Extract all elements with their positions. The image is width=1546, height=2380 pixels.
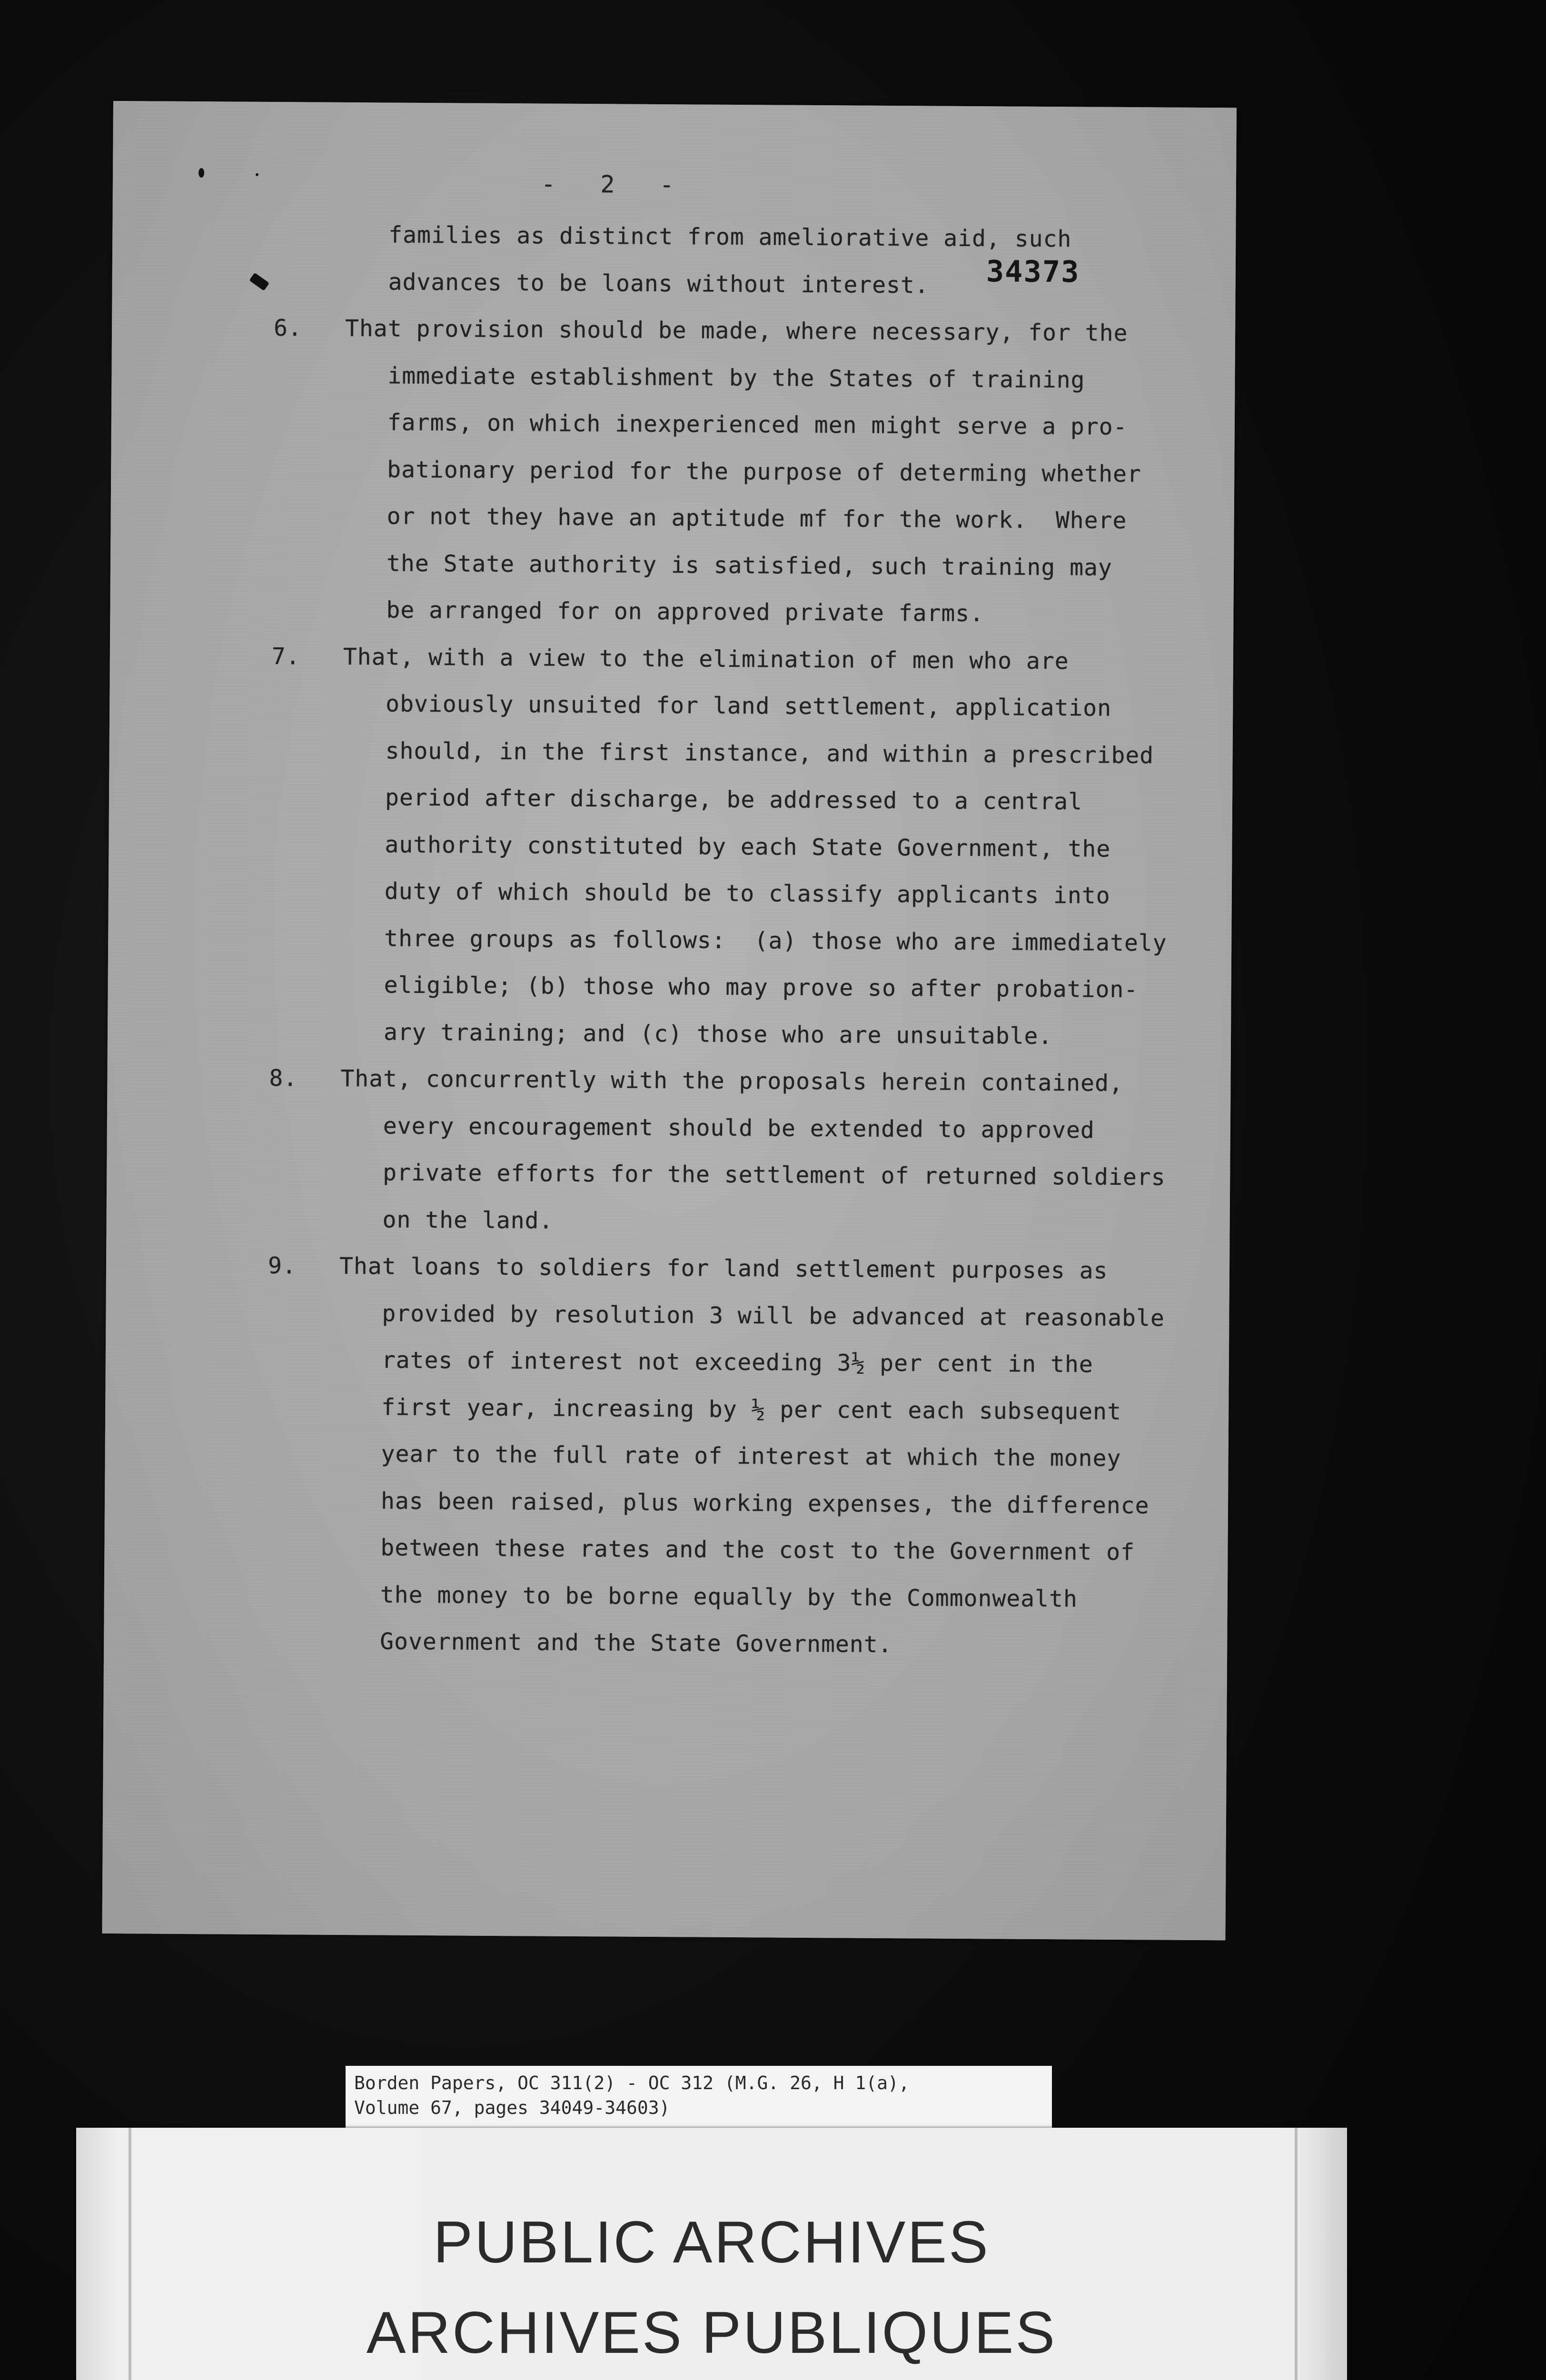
- document-line: immediate establishment by the States of training: [387, 362, 1085, 393]
- document-line: the State authority is satisfied, such training may: [386, 550, 1113, 581]
- document-line: eligible; (b) those who may prove so after probation-: [384, 972, 1139, 1003]
- document-line: on the land.: [382, 1206, 554, 1234]
- document-line: duty of which should be to classify applicants into: [384, 878, 1110, 909]
- document-line: three groups as follows: (a) those who are immediately: [384, 925, 1167, 957]
- archives-title-french: ARCHIVES PUBLIQUES: [366, 2300, 1057, 2366]
- document-line: That provision should be made, where necessary, for the: [345, 315, 1128, 347]
- document-line: between these rates and the cost to the Government of: [380, 1534, 1135, 1566]
- document-line: the money to be borne equally by the Commonwealth: [380, 1581, 1078, 1612]
- document-line: That, concurrently with the proposals herein contained,: [340, 1065, 1124, 1097]
- document-line: provided by resolution 3 will be advanced at reasonable: [382, 1299, 1165, 1332]
- catalog-label-line: Volume 67, pages 34049-34603): [354, 2097, 670, 2118]
- ink-mark: [198, 168, 204, 178]
- catalog-label-line: Borden Papers, OC 311(2) - OC 312 (M.G. 26, H 1(a),: [354, 2073, 910, 2093]
- document-line: should, in the first instance, and within a prescribed: [385, 737, 1154, 769]
- document-line: families as distinct from ameliorative aid, such: [388, 221, 1072, 253]
- page-number: - 2 -: [541, 170, 675, 199]
- document-line: rates of interest not exceeding 3½ per cent in the: [381, 1347, 1093, 1378]
- document-line: farms, on which inexperienced men might serve a pro-: [387, 409, 1128, 441]
- document-line: authority constituted by each State Government, the: [385, 831, 1111, 863]
- document-line: be arranged for on approved private farms.: [386, 596, 984, 627]
- document-line: has been raised, plus working expenses, the difference: [380, 1487, 1150, 1519]
- document-line: or not they have an aptitude mf for the work. Where: [386, 503, 1127, 535]
- item-number: 6.: [273, 315, 303, 342]
- document-line: year to the full rate of interest at which the money: [381, 1440, 1121, 1472]
- archives-card: [76, 2128, 1347, 2380]
- document-line: Government and the State Government.: [380, 1628, 892, 1658]
- stamped-folio-number: 34373: [986, 254, 1080, 289]
- document-line: That, with a view to the elimination of men who are: [343, 643, 1069, 674]
- document-line: advances to be loans without interest.: [388, 268, 929, 298]
- document-line: period after discharge, be addressed to a central: [385, 784, 1083, 815]
- ink-mark: [249, 273, 269, 291]
- typed-document-page: [102, 101, 1236, 1940]
- archives-title-english: PUBLIC ARCHIVES: [433, 2210, 990, 2275]
- document-line: bationary period for the purpose of determing whether: [387, 456, 1142, 487]
- document-line: private efforts for the settlement of returned soldiers: [383, 1159, 1166, 1191]
- document-line: first year, increasing by ½ per cent each subsequent: [381, 1393, 1122, 1425]
- document-line: That loans to soldiers for land settlement purposes as: [339, 1252, 1108, 1284]
- item-number: 9.: [268, 1252, 297, 1279]
- document-line: ary training; and (c) those who are unsuitable.: [383, 1019, 1053, 1050]
- item-number: 8.: [269, 1065, 298, 1092]
- item-number: 7.: [271, 643, 300, 670]
- document-line: obviously unsuited for land settlement, application: [386, 690, 1112, 722]
- ink-mark: [256, 173, 258, 176]
- catalog-label: [346, 2066, 1052, 2128]
- document-line: every encouragement should be extended to approved: [383, 1112, 1095, 1144]
